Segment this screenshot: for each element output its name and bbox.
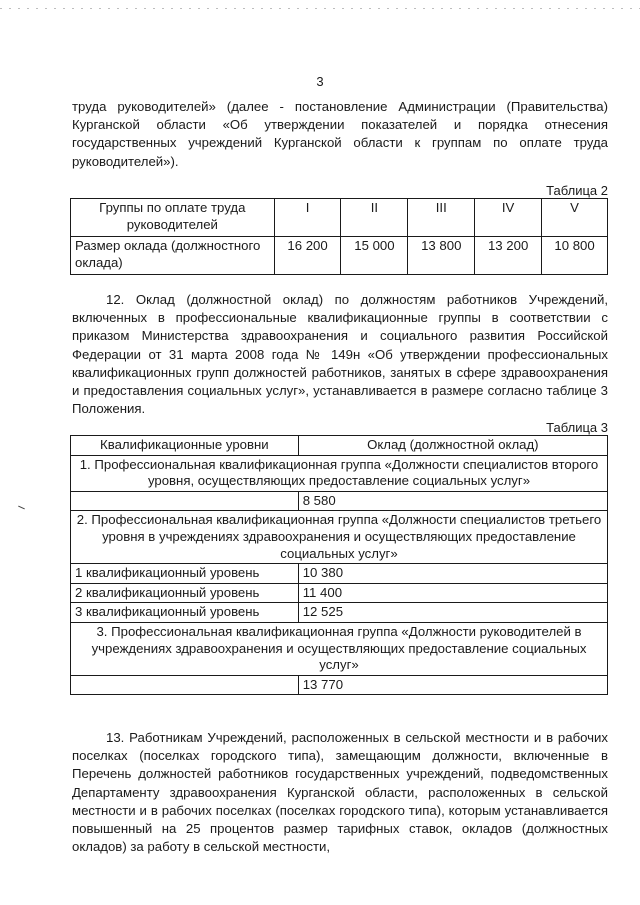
- table2-group-2: II: [341, 199, 408, 237]
- table3-col1-header: Квалификационные уровни: [71, 436, 299, 456]
- table-row: [71, 511, 608, 564]
- table2-group-1: I: [274, 199, 341, 237]
- table3-group1-title: 1. Профессиональная квалификационная группа «Должности специалистов второго уровня, осуществляющих предоставление социальных услуг»: [71, 455, 608, 491]
- table-row: [71, 455, 608, 491]
- table3: [70, 435, 608, 695]
- table2-header-label: Группы по оплате труда руководителей: [71, 199, 275, 237]
- table2-group-4: IV: [475, 199, 542, 237]
- table-row: [71, 199, 608, 237]
- table2-row-label: Размер оклада (должностного оклада): [71, 237, 275, 275]
- table3-col2-header: Оклад (должностной оклад): [298, 436, 607, 456]
- table2-value-3: 13 800: [408, 237, 475, 275]
- table-row: [71, 583, 608, 603]
- table3-group2-value-3: 12 525: [298, 603, 607, 623]
- paragraph-13: 13. Работникам Учреждений, расположенных в сельской местности и в рабочих поселках (поселках городского типа), замещающим должности, включенные в Перечень должностей работников государственных учреждений, подведомственных Департаменту здравоохранения Курганской области, расположенных в сельской местности и в рабочих поселках (поселках городского типа), которым устанавливается повышенный на 25 процентов размер тарифных ставок, окладов (должностных окладов) за работу в сельской местности,: [72, 730, 608, 855]
- table2-value-5: 10 800: [542, 237, 608, 275]
- scan-artifact-line: [0, 8, 640, 9]
- table3-group2-level-1: 1 квалификационный уровень: [71, 564, 299, 584]
- table3-group2-level-3: 3 квалификационный уровень: [71, 603, 299, 623]
- table3-group3-value: 13 770: [298, 675, 607, 695]
- table-row: [71, 491, 608, 511]
- table2-group-5: V: [542, 199, 608, 237]
- table-row: [71, 675, 608, 695]
- page-number: 3: [316, 74, 324, 89]
- table3-group2-title: 2. Профессиональная квалификационная группа «Должности специалистов третьего уровня в учреждениях здравоохранения и осуществляющих предоставление социальных услуг»: [71, 511, 608, 564]
- table2: [70, 198, 608, 275]
- table2-value-2: 15 000: [341, 237, 408, 275]
- table2-value-4: 13 200: [475, 237, 542, 275]
- table3-group2-value-2: 11 400: [298, 583, 607, 603]
- scan-artifact-mark: [18, 506, 25, 510]
- table-row: [71, 564, 608, 584]
- table2-group-3: III: [408, 199, 475, 237]
- table-row: [71, 603, 608, 623]
- table3-caption: Таблица 3: [546, 420, 608, 435]
- table3-group3-title: 3. Профессиональная квалификационная группа «Должности руководителей в учреждениях здравоохранения и осуществляющих предоставление социальных услуг»: [71, 622, 608, 675]
- table2-value-1: 16 200: [274, 237, 341, 275]
- table3-group1-level: [71, 491, 299, 511]
- table3-group2-level-2: 2 квалификационный уровень: [71, 583, 299, 603]
- intro-paragraph: труда руководителей» (далее - постановление Администрации (Правительства) Курганской области «Об утверждении показателей и порядка отнесения государственных учреждений Курганской области к группам по оплате труда руководителей»).: [72, 99, 608, 169]
- table-row: [71, 237, 608, 275]
- table3-group2-value-1: 10 380: [298, 564, 607, 584]
- table3-group3-level: [71, 675, 299, 695]
- table-row: [71, 436, 608, 456]
- table-row: [71, 622, 608, 675]
- table3-group1-value: 8 580: [298, 491, 607, 511]
- paragraph-12: 12. Оклад (должностной оклад) по должностям работников Учреждений, включенных в профессиональные квалификационные группы в соответствии с приказом Министерства здравоохранения и социального развития Российской Федерации от 31 марта 2008 года № 149н «Об утверждении профессиональных квалификационных групп должностей работников, занятых в сфере здравоохранения и предоставления социальных услуг», устанавливается в размере согласно таблице 3 Положения.: [72, 292, 608, 417]
- table2-caption: Таблица 2: [546, 183, 608, 198]
